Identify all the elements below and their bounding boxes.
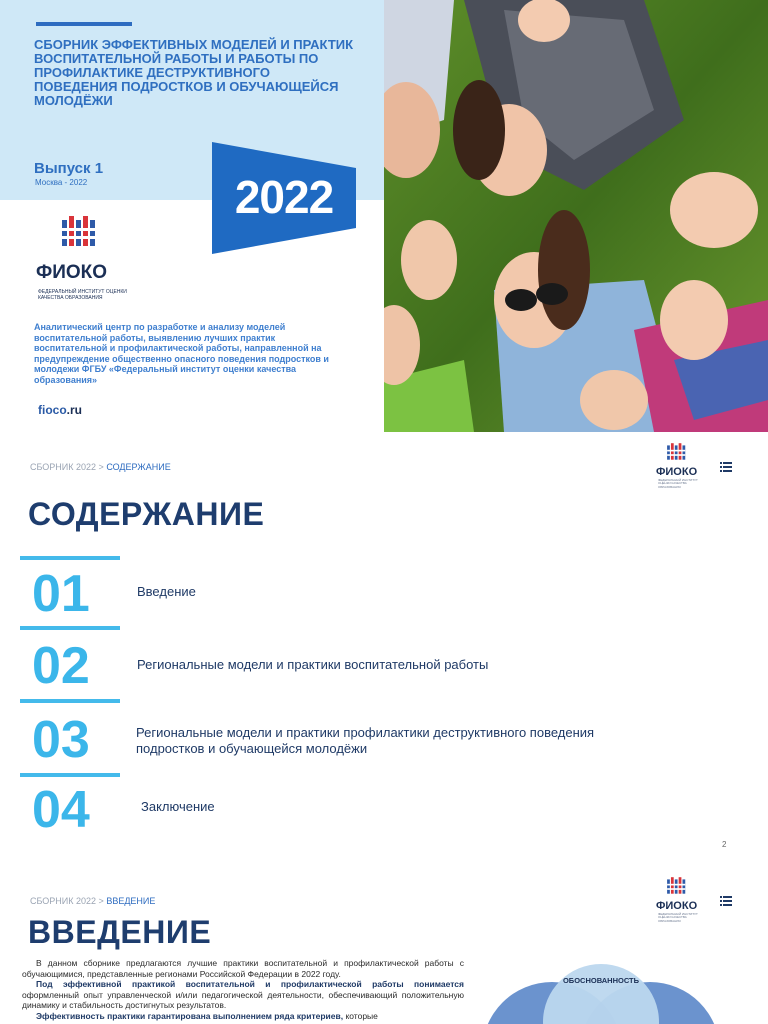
- toc-divider: [20, 556, 120, 560]
- toc-item-prevention-models[interactable]: Региональные модели и практики профилактики деструктивного поведения подростков и обучающейся молодёжи: [136, 725, 595, 756]
- fioko-logo-subtitle: ФЕДЕРАЛЬНЫЙ ИНСТИТУТ ОЦЕНКИ КАЧЕСТВА ОБРАЗОВАНИЯ: [38, 289, 127, 301]
- menu-list-icon[interactable]: [720, 896, 732, 906]
- breadcrumb-separator: >: [96, 462, 107, 472]
- toc-number: 02: [32, 637, 90, 695]
- cover-page: [0, 0, 768, 432]
- intro-text-run: которые: [343, 1010, 378, 1021]
- page-title: СОДЕРЖАНИЕ: [28, 496, 265, 532]
- breadcrumb: [30, 896, 155, 906]
- website-main: fioco: [38, 403, 67, 417]
- fioko-logo-icon: [666, 442, 688, 462]
- toc-item-conclusion[interactable]: Заключение: [141, 799, 215, 814]
- contents-page: [0, 432, 768, 866]
- fioko-logo-icon: [60, 214, 100, 250]
- toc-item-introduction[interactable]: Введение: [137, 584, 196, 599]
- year-label: 2022: [234, 171, 334, 223]
- cover-description: Аналитический центр по разработке и анализу моделей воспитательной работы, выявлению лучших практик воспитательной и профилактической работы, направленной на предупреждение общественно опасного поведения подростков и молодежи ФГБУ «Федеральный институт оценки качества образования»: [34, 322, 329, 385]
- breadcrumb-current: ВВЕДЕНИЕ: [106, 896, 156, 906]
- page-number: 2: [722, 840, 727, 849]
- cover-photo-teenagers: [384, 0, 768, 432]
- intro-paragraph: [22, 979, 464, 1011]
- toc-number: 01: [32, 565, 90, 623]
- intro-bold-phrase: Под эффективной практикой воспитательной и профилактической работы понимается: [36, 979, 464, 989]
- toc-divider: [20, 626, 120, 630]
- fioko-logo-subtitle: ФЕДЕРАЛЬНЫЙ ИНСТИТУТ ОЦЕНКИ КАЧЕСТВА ОБРАЗОВАНИЯ: [658, 912, 698, 923]
- toc-number: 03: [32, 711, 90, 769]
- toc-number: 04: [32, 781, 90, 839]
- intro-text-run: оформленный опыт управленческой и/или педагогической деятельности, обеспечивающий положительную динамику и стабильность достигнутых результатов.: [22, 989, 464, 1010]
- website-link[interactable]: [38, 403, 82, 417]
- website-tld: .ru: [66, 403, 83, 417]
- page-title: ВВЕДЕНИЕ: [28, 914, 212, 950]
- toc-item-education-models[interactable]: Региональные модели и практики воспитательной работы: [137, 657, 489, 672]
- introduction-page: [0, 866, 768, 1024]
- menu-list-icon[interactable]: [720, 462, 732, 472]
- cover-issue: Выпуск 1: [34, 160, 104, 177]
- breadcrumb-root[interactable]: СБОРНИК 2022: [30, 462, 97, 472]
- venn-label-justification: ОБОСНОВАННОСТЬ: [562, 976, 640, 985]
- breadcrumb: [30, 462, 171, 472]
- intro-bold-phrase: Эффективность практики гарантирована выполнением ряда критериев,: [36, 1010, 344, 1021]
- fioko-logo-text: ФИОКО: [36, 262, 108, 283]
- intro-paragraph: В данном сборнике предлагаются лучшие практики воспитательной и профилактической работы с обучающимися, представленные регионами Российской Федерации в 2022 году.: [22, 958, 464, 979]
- breadcrumb-separator: >: [96, 896, 107, 906]
- cover-title: СБОРНИК ЭФФЕКТИВНЫХ МОДЕЛЕЙ И ПРАКТИК ВОСПИТАТЕЛЬНОЙ РАБОТЫ И РАБОТЫ ПО ПРОФИЛАКТИКЕ ДЕСТРУКТИВНОГО ПОВЕДЕНИЯ ПОДРОСТКОВ И ОБУЧАЮЩЕЙСЯ МОЛОДЁЖИ: [34, 37, 354, 108]
- cover-place-year: Москва - 2022: [35, 178, 88, 187]
- breadcrumb-root[interactable]: СБОРНИК 2022: [30, 896, 97, 906]
- toc-divider: [20, 699, 120, 703]
- fioko-logo-icon: [666, 876, 688, 896]
- fioko-logo-subtitle: ФЕДЕРАЛЬНЫЙ ИНСТИТУТ ОЦЕНКИ КАЧЕСТВА ОБРАЗОВАНИЯ: [658, 478, 698, 489]
- breadcrumb-current: СОДЕРЖАНИЕ: [106, 462, 171, 472]
- intro-text: [22, 958, 464, 1021]
- criteria-venn-diagram: [470, 954, 730, 1024]
- fioko-logo-text: ФИОКО: [656, 466, 698, 478]
- toc-divider: [20, 773, 120, 777]
- fioko-logo-text: ФИОКО: [656, 900, 698, 912]
- cover-accent-bar: [36, 22, 132, 26]
- intro-paragraph: [22, 1011, 464, 1022]
